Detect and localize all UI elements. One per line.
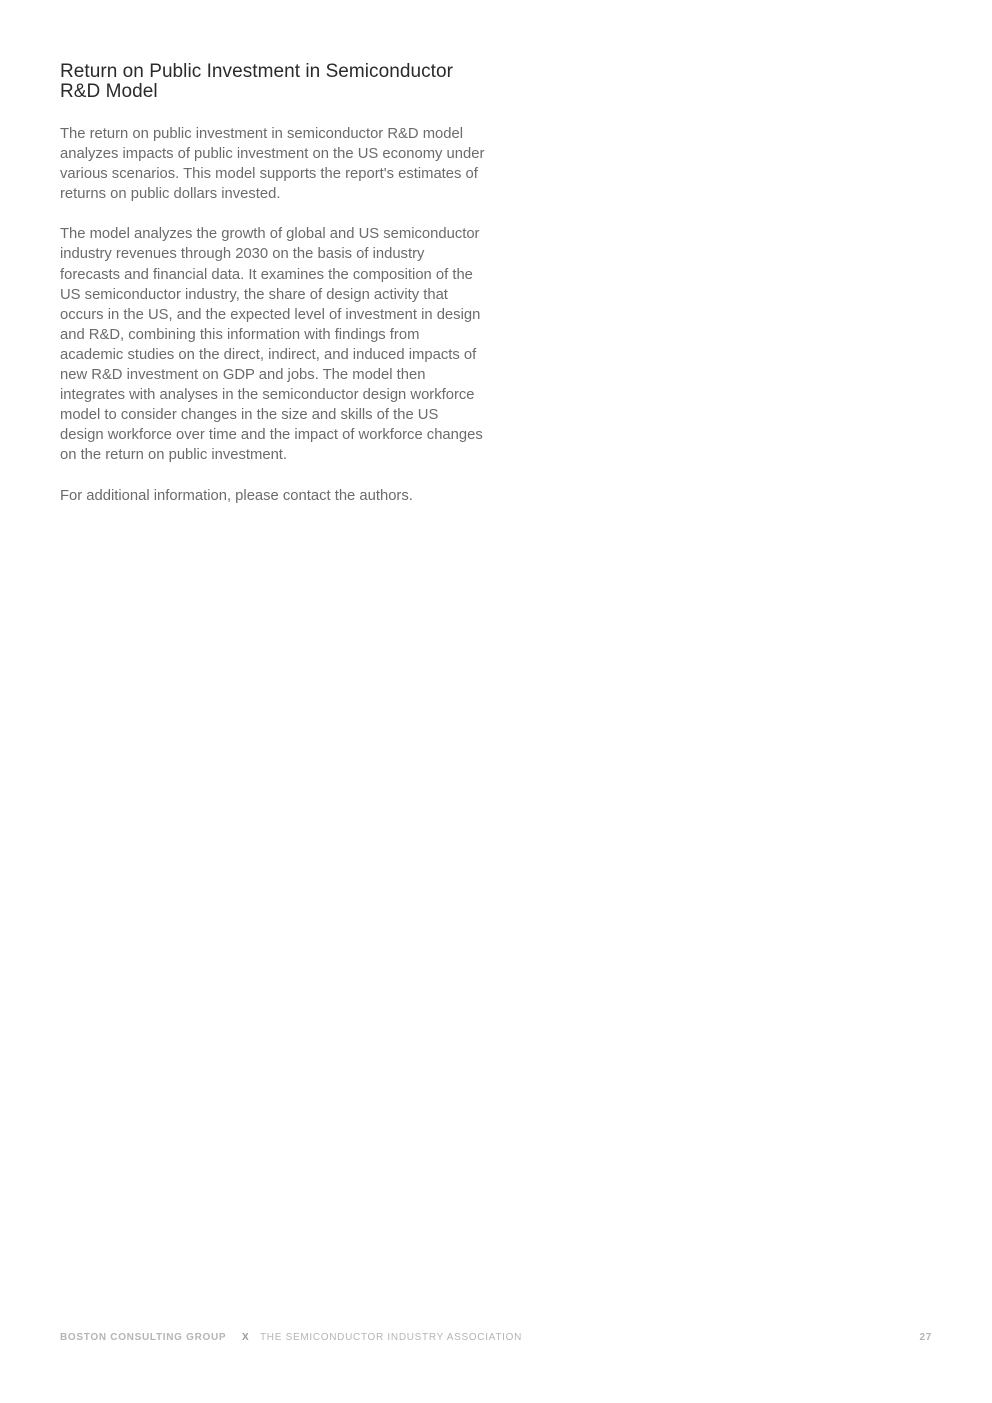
page-number: 27 <box>919 1332 932 1343</box>
footer-separator: X <box>242 1332 250 1343</box>
footer-org-primary: BOSTON CONSULTING GROUP <box>60 1332 227 1343</box>
page-footer <box>60 1332 932 1348</box>
footer-org-secondary: THE SEMICONDUCTOR INDUSTRY ASSOCIATION <box>260 1332 523 1343</box>
article-section <box>60 62 485 506</box>
paragraph-methodology: The model analyzes the growth of global and US semiconductor industry revenues through 2030 on the basis of industry forecasts and financial data. It examines the composition of the US semiconductor industry, the share of design activity that occurs in the US, and the expected level of investment in design and R&D, combining this information with findings from academic studies on the direct, indirect, and induced impacts of new R&D investment on GDP and jobs. The model then integrates with analyses in the semiconductor design workforce model to consider changes in the size and skills of the US design workforce over time and the impact of workforce changes on the return on public investment. <box>60 226 483 464</box>
section-title: Return on Public Investment in Semiconductor R&D Model <box>60 61 453 102</box>
paragraph-intro: The return on public investment in semiconductor R&D model analyzes impacts of public investment on the US economy under various scenarios. This model supports the report's estimates of returns on public dollars invested. <box>60 126 485 203</box>
paragraph-contact: For additional information, please contact the authors. <box>60 487 413 504</box>
